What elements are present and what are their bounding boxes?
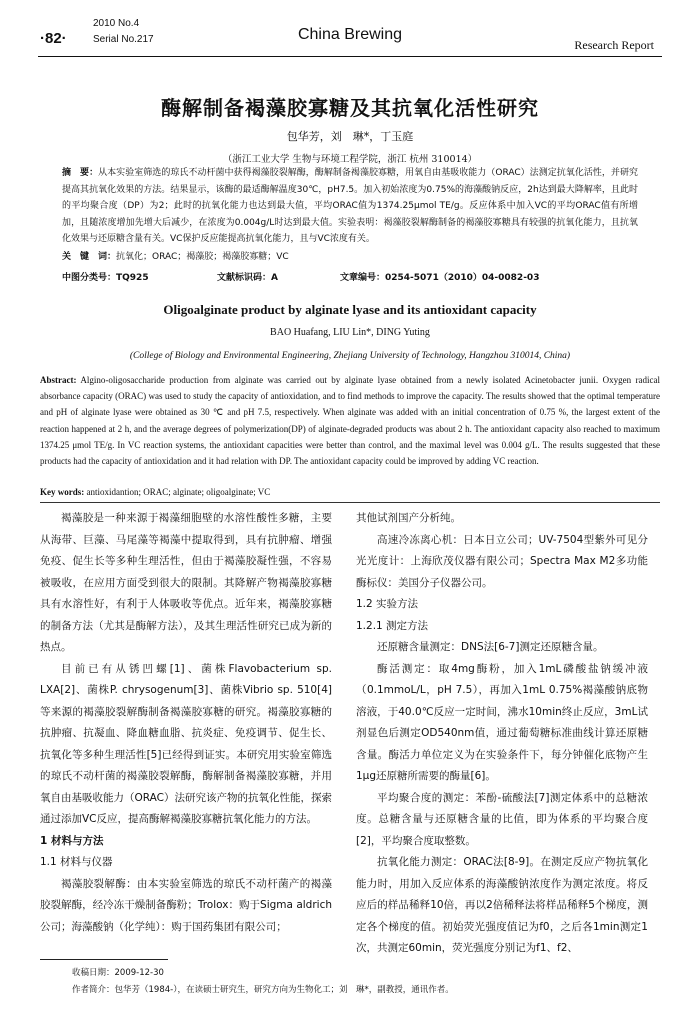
body-paragraph: 平均聚合度的测定：苯酚-硫酸法[7]测定体系中的总糖浓度。总糖含量与还原糖含量的比值，即为体系的平均聚合度[2]，平均聚合度取整数。 <box>356 791 648 847</box>
cn-abstract <box>62 165 638 248</box>
body-paragraph: 抗氧化能力测定：ORAC法[8-9]。在测定反应产物抗氧化能力时，用加入反应体系的海藻酸钠浓度作为测定浓度。将反应后的样品稀释10倍，再以2倍稀释法将样品稀释5个梯度，测定各个梯度的值。初始荧光强度值记为f0，之后各1min测定1次，共测定60min，荧光强度分别记为f1、f2、 <box>356 856 648 954</box>
class-number: 中图分类号：TQ925 <box>62 273 149 283</box>
cn-title: 酶解制备褐藻胶寡糖及其抗氧化活性研究 <box>161 96 539 120</box>
section-heading: 其他试剂国产分析纯。 <box>356 512 461 524</box>
cn-abstract-text: 从本实验室筛选的琼氏不动杆菌中获得褐藻胶裂解酶，酶解制备褐藻胶寡糖，用氧自由基吸收能力（ORAC）法测定抗氧化活性，并研究提高其抗氧化效果的方法。结果显示，该酶的最适酶解温度30℃，pH7.5。加入初始浓度为0.75%的海藻酸钠反应，2h达到最大降解率，且此时的平均聚合度（DP）为2；此时的抗氧化能力也达到最大值，平均ORAC值为1374.25μmol TE/g。反应体系中加入VC的平均ORAC值有所增加，且随浓度增加先增大后减少，在浓度为0.004g/L时达到最大值。实验表明：褐藻胶裂解酶制备的褐藻胶寡糖具有较强的抗氧化能力，且抗氧化效果与还原糖含量有关。VC保护反应能提高抗氧化能力，且与VC浓度有关。 <box>62 168 638 244</box>
serial-label: Serial No.217 <box>93 34 154 45</box>
article-number: 文章编号：0254-5071（2010）04-0082-03 <box>340 273 540 283</box>
body-paragraph: 还原糖含量测定：DNS法[6-7]测定还原糖含量。 <box>377 641 604 653</box>
body-paragraph: 目前已有从锈凹螺[1]、菌株Flavobacterium sp. LXA[2]、菌株P. chrysogenum[3]、菌株Vibrio sp. 510[4]等来源的褐藻胶裂解酶制备褐藻胶寡糖的研究。褐藻胶寡糖的抗肿瘤、抗凝血、降血糖血脂、抗炎症、免疫调节、促生长、抗氧化等多种生理活性[5]已经得到证实。本研究用实验室筛选的琼氏不动杆菌的褐藻胶裂解酶，酶解制备褐藻胶寡糖，并用氧自由基吸收能力（ORAC）法研究该产物的抗氧化性能，探索通过添加VC反应，提高酶解褐藻胶寡糖抗氧化能力的方法。 <box>40 662 332 825</box>
cn-abstract-label: 摘 要： <box>62 168 99 178</box>
body-column-right <box>356 508 648 960</box>
section-heading: 1 材料与方法 <box>40 834 104 847</box>
section-heading: 1.1 材料与仪器 <box>40 856 113 868</box>
cn-authors: 包华芳，刘 琳*，丁玉庭 <box>286 130 414 143</box>
en-abstract <box>40 372 660 469</box>
journal-name: China Brewing <box>297 26 403 43</box>
cn-affiliation: （浙江工业大学 生物与环境工程学院，浙江 杭州 310014） <box>222 154 478 165</box>
header-divider <box>38 56 662 57</box>
received-date: 收稿日期：2009-12-30 <box>72 968 164 978</box>
body-paragraph: 褐藻胶是一种来源于褐藻细胞壁的水溶性酸性多糖，主要从海带、巨藻、马尾藻等褐藻中提取得到，具有抗肿瘤、增强免疫、促生长等多种生理活性，但由于褐藻胶凝性强，不容易被吸收，在应用方面受到很大的限制。其降解产物褐藻胶寡糖具有水溶性好，有利于人体吸收等优点。近年来，褐藻胶寡糖的制备方法（尤其是酶解方法），及其生理活性研究已成为新的热点。 <box>40 512 332 653</box>
section-label: Research Report <box>574 38 654 52</box>
cn-keywords <box>62 249 638 266</box>
body-paragraph: 酶活测定：取4mg酶粉，加入1mL磷酸盐钠缓冲液（0.1mmoL/L，pH 7.5），再加入1mL 0.75%褐藻酸钠底物溶液，于40.0℃反应一定时间，沸水10min终止反应，3mL试剂显色后测定OD540nm值，通过葡萄糖标准曲线计算还原糖含量。酶活力单位定义为在实验条件下，每分钟催化底物产生1μg还原糖所需要的酶量[6]。 <box>356 662 648 782</box>
en-abstract-label: Abstract: <box>40 375 77 385</box>
cn-keywords-text: 抗氧化；ORAC；褐藻胶；褐藻胶寡糖；VC <box>116 252 289 262</box>
footnote-divider <box>40 959 168 960</box>
body-paragraph: 高速冷冻离心机：日本日立公司；UV-7504型紫外可见分光光度计：上海欣茂仪器有限公司；Spectra Max M2多功能酶标仪：美国分子仪器公司。 <box>356 533 648 589</box>
en-keywords-text: antioxidantion; ORAC; alginate; oligoalginate; VC <box>86 487 271 497</box>
en-keywords-label: Key words: <box>40 487 85 497</box>
en-abstract-text: Algino-oligosaccharide production from alginate was carried out by alginate lyase obtained from a newly isolated Acinetobacter junii. Oxygen radical absorbance capacity (ORAC) was used to study the capacity of antioxidation, and to find methods to improve the capacity. The results showed that the optimal temperature and pH of alginate lyase were obtained as 30 ℃ and pH 7.5, respectively. When alginate was added with an initial concentration of 0.75 %, the largest extent of the reaction happened at 2 h, and the average degrees of polymerization(DP) of alginate-degraded products was about 2 h. The antioxidant capacity also reached to maximum 1374.25 μmol TE/g. In VC reaction systems, the antioxidant capacities were better than control, and the maximal level was 0.004 g/L. The results suggested that these products had the capacity of antioxidation and it had relation with DP. The antioxidant capacity could be improved by adding VC reaction. <box>40 375 660 467</box>
author-info: 作者简介：包华芳（1984-），在读硕士研究生，研究方向为生物化工；刘 琳*，副教授，通讯作者。 <box>72 985 454 995</box>
issue-label: 2010 No.4 <box>93 18 140 29</box>
en-authors: BAO Huafang, LIU Lin*, DING Yuting <box>270 327 430 338</box>
doc-code: 文献标识码：A <box>217 273 278 283</box>
abstract-divider <box>40 502 660 503</box>
body-paragraph: 褐藻胶裂解酶：由本实验室筛选的琼氏不动杆菌产的褐藻胶裂解酶，经冷冻干燥制备酶粉；Trolox：购于Sigma aldrich公司；海藻酸钠（化学纯）：购于国药集团有限公司； <box>40 877 332 933</box>
section-heading: 1.2 实验方法 <box>356 598 419 610</box>
body-column-left <box>40 508 332 938</box>
en-title: Oligoalginate product by alginate lyase and its antioxidant capacity <box>163 302 537 317</box>
en-keywords <box>40 487 660 497</box>
page-number: ·82· <box>40 30 67 47</box>
cn-keywords-label: 关 键 词： <box>62 252 117 262</box>
section-heading: 1.2.1 测定方法 <box>356 619 429 632</box>
en-affiliation: (College of Biology and Environmental Engineering, Zhejiang University of Technology, Hangzhou 310014, China) <box>129 351 571 361</box>
